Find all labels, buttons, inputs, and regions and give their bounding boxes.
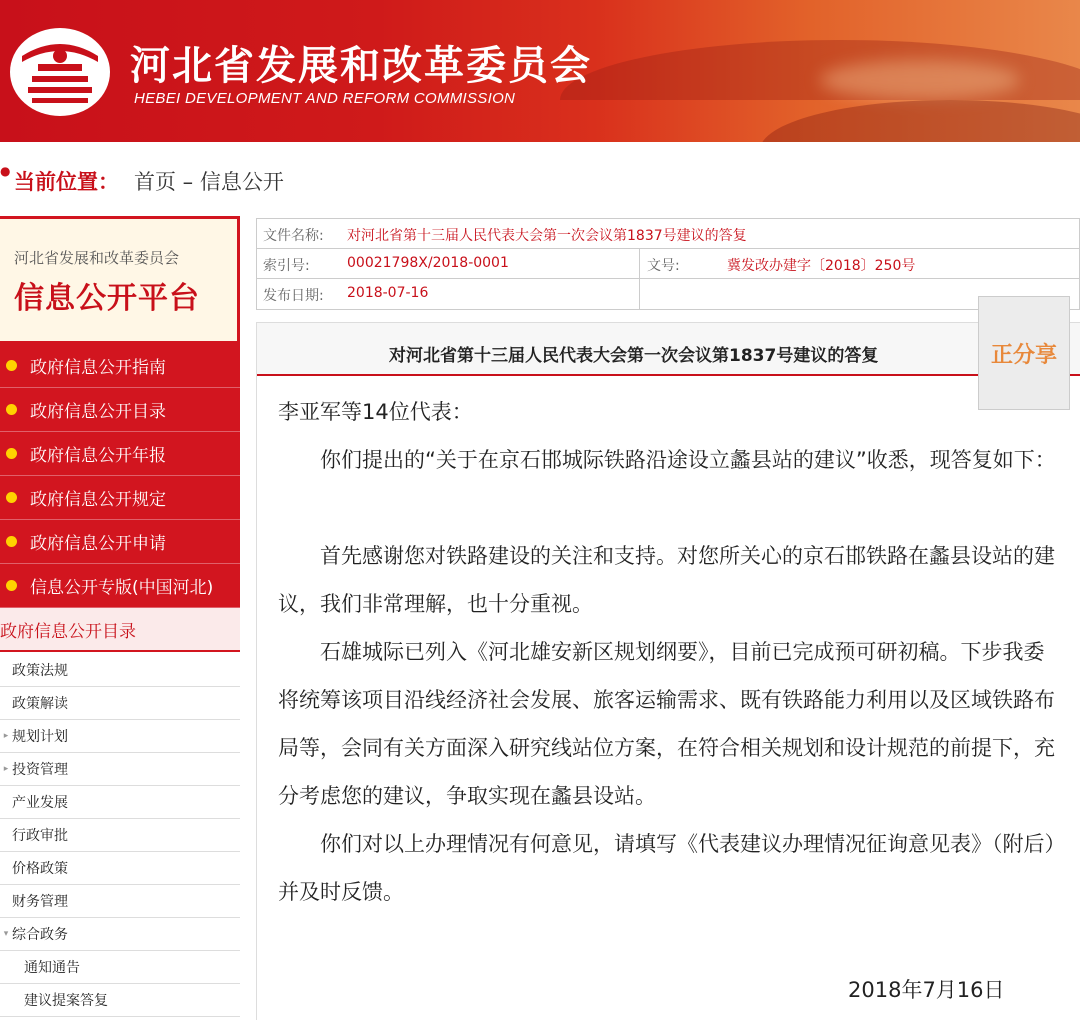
catalog-heading: 政府信息公开目录 [0, 608, 240, 652]
catalog-item-label: 政策解读 [12, 696, 68, 712]
banner-mountain [760, 100, 1080, 142]
catalog-item-industry[interactable] [0, 786, 240, 819]
meta-divider [639, 279, 640, 309]
catalog-item-label: 规划计划 [12, 729, 68, 745]
platform-title: 信息公开平台 [14, 281, 200, 316]
breadcrumb-path[interactable]: 首页 – 信息公开 [134, 170, 284, 194]
meta-index-value: 00021798X/2018-0001 [347, 255, 509, 271]
meta-row-date [257, 279, 1080, 309]
catalog-item-label: 投资管理 [12, 762, 68, 778]
document-paragraph: 首先感谢您对铁路建设的关注和支持。对您所关心的京石邯铁路在蠡县设站的建议，我们非常理解，也十分重视。 [278, 544, 1055, 616]
bullet-icon [6, 448, 17, 459]
meta-row-index [257, 249, 1080, 279]
catalog-item-label: 价格政策 [12, 861, 68, 877]
meta-docno-label: 文号: [647, 258, 680, 274]
expand-arrow-icon[interactable]: ▸ [3, 731, 9, 741]
meta-date-label: 发布日期: [263, 288, 324, 304]
nav-item-label: 政府信息公开申请 [30, 534, 166, 554]
nav-item-label: 政府信息公开目录 [30, 402, 166, 422]
catalog-item-label: 综合政务 [12, 927, 68, 943]
catalog-item-proposal-replies[interactable] [0, 984, 240, 1017]
catalog-item-label: 财务管理 [12, 894, 68, 910]
bullet-icon [6, 536, 17, 547]
nav-item-application[interactable] [0, 520, 240, 564]
catalog-item-label: 通知通告 [24, 960, 80, 976]
nav-item-regulations[interactable] [0, 476, 240, 520]
meta-divider [639, 249, 640, 279]
nav-item-annual-report[interactable] [0, 432, 240, 476]
platform-banner[interactable] [0, 216, 240, 344]
document-paragraph: 你们对以上办理情况有何意见，请填写《代表建议办理情况征询意见表》（附后）并及时反馈。 [278, 832, 1055, 904]
org-name-cn: 河北省发展和改革委员会 [130, 43, 592, 89]
catalog-item-policy-interpretation[interactable] [0, 687, 240, 720]
catalog-item-planning[interactable] [0, 720, 240, 753]
breadcrumb [0, 142, 1080, 214]
platform-org-name: 河北省发展和改革委员会 [14, 249, 180, 267]
bullet-icon [6, 404, 17, 415]
bullet-icon [6, 492, 17, 503]
bullet-icon [6, 360, 17, 371]
catalog-item-notices[interactable] [0, 951, 240, 984]
catalog-item-label: 产业发展 [12, 795, 68, 811]
org-name-en: HEBEI DEVELOPMENT AND REFORM COMMISSION [134, 90, 516, 107]
nav-item-label: 政府信息公开指南 [30, 358, 166, 378]
document-title-bar [257, 322, 1080, 376]
catalog-item-price-policy[interactable] [0, 852, 240, 885]
location-pin-icon: ● [0, 164, 11, 178]
catalog-item-finance[interactable] [0, 885, 240, 918]
hebei-drc-logo-icon[interactable] [8, 26, 112, 118]
nav-item-label: 政府信息公开年报 [30, 446, 166, 466]
catalog-item-label: 建议提案答复 [24, 993, 108, 1009]
breadcrumb-label: 当前位置： [14, 170, 119, 194]
sidebar [0, 216, 240, 1020]
document-paragraph: 你们提出的“关于在京石邯城际铁路沿途设立蠡县站的建议”收悉，现答复如下： [320, 448, 1056, 472]
header-banner [0, 0, 1080, 142]
catalog-item-label: 行政审批 [12, 828, 68, 844]
meta-index-label: 索引号: [263, 258, 310, 274]
document-date: 2018年7月16日 [848, 978, 1005, 1002]
collapse-arrow-icon[interactable]: ▾ [3, 929, 9, 939]
share-button[interactable]: 正分享 [978, 296, 1070, 410]
info-nav [0, 344, 240, 608]
document-meta-table [256, 218, 1080, 310]
nav-item-label: 信息公开专版(中国河北) [30, 578, 214, 598]
nav-item-catalog[interactable] [0, 388, 240, 432]
catalog-item-investment[interactable] [0, 753, 240, 786]
catalog-item-general-affairs[interactable] [0, 918, 240, 951]
document-title: 对河北省第十三届人民代表大会第一次会议第1837号建议的答复 [389, 346, 879, 366]
meta-filename-value: 对河北省第十三届人民代表大会第一次会议第1837号建议的答复 [347, 228, 747, 244]
expand-arrow-icon[interactable]: ▸ [3, 764, 9, 774]
meta-date-value: 2018-07-16 [347, 285, 429, 301]
meta-docno-value: 冀发改办建字〔2018〕250号 [727, 258, 916, 274]
catalog-item-approval[interactable] [0, 819, 240, 852]
nav-item-special-edition[interactable] [0, 564, 240, 608]
meta-row-filename [257, 219, 1080, 249]
catalog-item-policy-laws[interactable] [0, 654, 240, 687]
nav-item-label: 政府信息公开规定 [30, 490, 166, 510]
catalog-item-label: 政策法规 [12, 663, 68, 679]
document-paragraph: 石雄城际已列入《河北雄安新区规划纲要》，目前已完成预可研初稿。下步我委将统筹该项目沿线经济社会发展、旅客运输需求、既有铁路能力利用以及区域铁路布局等，会同有关方面深入研究线站位方案，在符合相关规划和设计规范的前提下，充分考虑您的建议，争取实现在蠡县设站。 [278, 640, 1055, 808]
meta-filename-label: 文件名称: [263, 228, 324, 244]
document-salutation: 李亚军等14位代表： [278, 400, 473, 424]
bullet-icon [6, 580, 17, 591]
banner-sun-glow [820, 60, 1020, 100]
nav-item-guide[interactable] [0, 344, 240, 388]
